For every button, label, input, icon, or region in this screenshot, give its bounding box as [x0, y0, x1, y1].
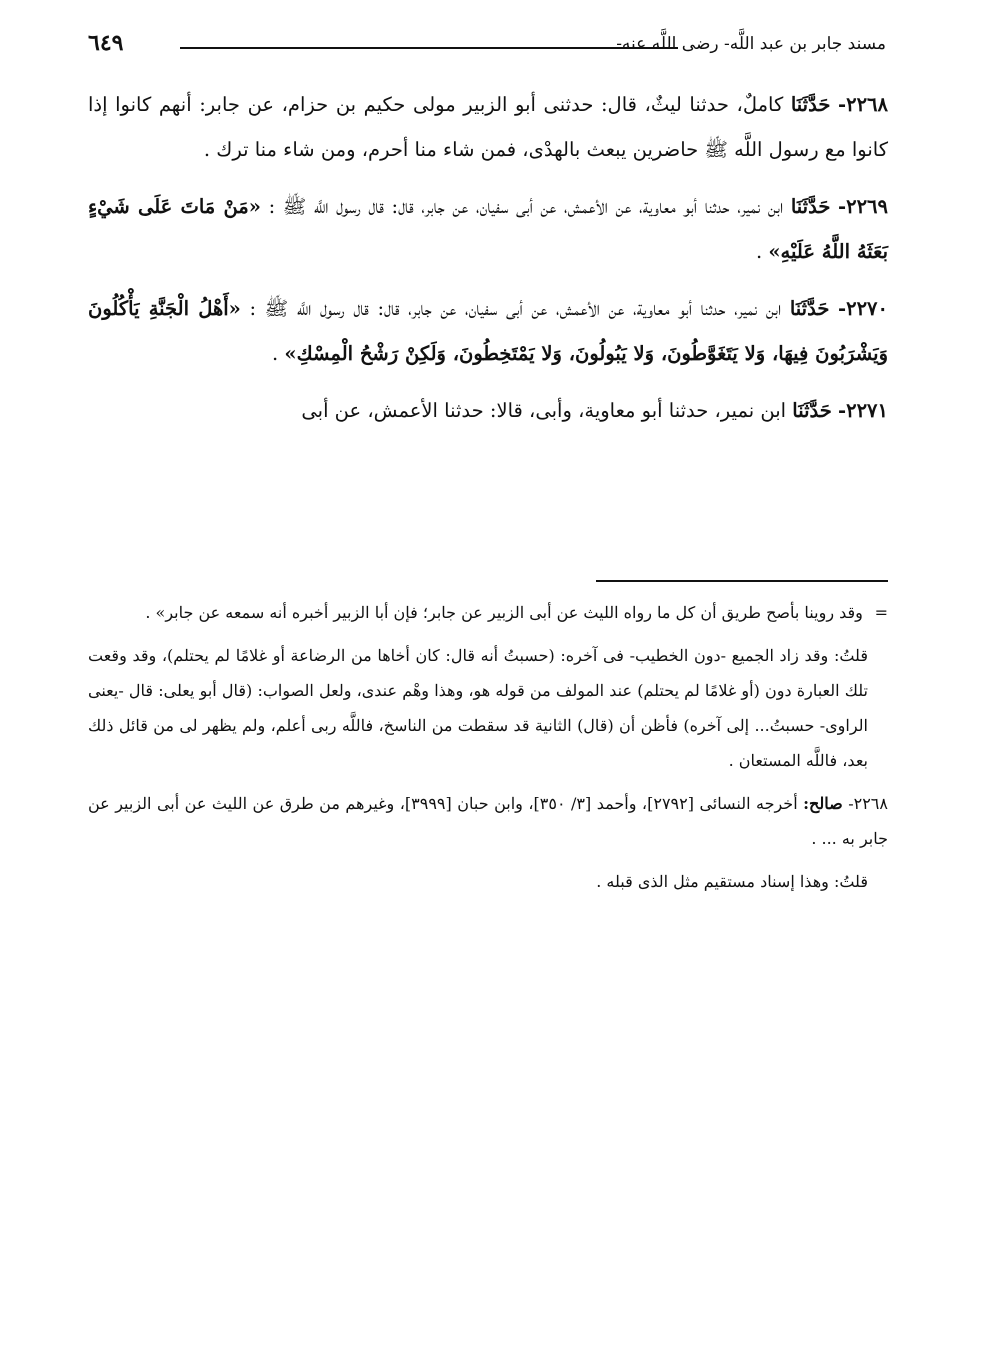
running-title: مسند جابر بن عبد اللَّه- رضى اللَّه عنه-: [616, 34, 886, 54]
qultu-label: قلتُ:: [833, 646, 868, 665]
hadith-end: .: [755, 240, 763, 263]
qultu-label: قلتُ:: [833, 872, 868, 891]
takhrij-number: ٢٢٦٨-: [848, 794, 888, 813]
hadith-keyword: حَدَّثَنَا: [789, 297, 830, 320]
hadith-body: كاملٌ، حدثنا ليثٌ، قال: حدثنى أبو الزبير مولى حكيم بن حزام، عن جابر: أنهم كانوا إذا كانوا مع رسول اللَّه ﷺ حاضرين يبعث بالهدْى، فمن شاء منا أحرم، ومن شاء منا ترك .: [88, 93, 888, 161]
footnote-text: أخرجه النسائى [٢٧٩٢]، وأحمد [٣/ ٣٥٠]، وابن حبان [٣٩٩٩]، وغيرهم من طرق عن الليث عن أبى الزبير عن جابر به ... .: [88, 794, 888, 848]
hadith-quote: «أَهْلُ الْجَنَّةِ يَأْكُلُونَ وَيَشْرَبُونَ فِيهَا، وَلا يَتَغَوَّطُونَ، وَلا يَبُولُونَ، وَلا يَمْتَخِطُونَ، وَلَكِنْ رَشْحُ الْمِسْكِ»: [88, 297, 888, 365]
hadith-body: ابن نمير، حدثنا أبو معاوية، عن الأعمش، عن أبى سفيان، عن جابر، قال: قال رسول اللَّه ﷺ :: [268, 195, 784, 218]
hadith-keyword: حَدَّثَنَا: [790, 93, 831, 116]
hadith-end: .: [272, 342, 279, 365]
hadith-number: ٢٢٦٨-: [838, 93, 888, 116]
hadith-2270: [88, 286, 888, 376]
footnote-comment-2: [88, 864, 888, 899]
hadith-number: ٢٢٧١-: [838, 399, 888, 422]
footnotes: [88, 595, 888, 907]
page-header: [88, 30, 886, 66]
hadith-2268: [88, 82, 888, 172]
page-number: ٦٤٩: [88, 30, 124, 56]
footnote-takhrij: [88, 786, 888, 856]
footnote-text: وهذا إسناد مستقيم مثل الذى قبله .: [596, 872, 829, 891]
hadith-body: ابن نمير، حدثنا أبو معاوية، وأبى، قالا: حدثنا الأعمش، عن أبى: [301, 399, 787, 422]
hadith-body: ابن نمير، حدثنا أبو معاوية، عن الأعمش، عن أبى سفيان، عن جابر، قال: قال رسول اللَّه ﷺ :: [249, 297, 782, 320]
header-rule: [180, 47, 678, 49]
footnote-text: وقد زاد الجميع -دون الخطيب- فى آخره: (حسبتُ أنه قال: كان أخاها من الرضاعة أو غلامًا لم يحتلم)، وقد وقعت تلك العبارة دون (أو غلامًا لم يحتلم) عند المولف من قوله هو، وهذا وهْم عندى، ولعل الصواب: (قال أبو يعلى: قال -يعنى الراوى- حسبتُ... إلى آخره) فأظن أن (قال) الثانية قد سقطت من الناسخ، فاللَّه ربى أعلم، ولم يظهر لى من قائل ذلك بعد، فاللَّه المستعان .: [88, 646, 868, 770]
hadith-quote: «مَنْ مَاتَ عَلَى شَيْءٍ بَعَثَهُ اللَّهُ عَلَيْهِ»: [88, 195, 888, 263]
hadith-keyword: حَدَّثَنَا: [792, 399, 832, 422]
takhrij-grade: صالح:: [803, 794, 843, 813]
footnote-text: وقد روينا بأصح طريق أن كل ما رواه الليث عن أبى الزبير عن جابر؛ فإن أبا الزبير أخبره أنه سمعه عن جابر» .: [145, 603, 863, 622]
continuation-marker: =: [874, 603, 888, 622]
footnote-comment: [88, 638, 888, 778]
hadith-2271: [88, 388, 888, 433]
footnote-continued: [88, 595, 888, 630]
hadith-number: ٢٢٧٠-: [838, 297, 888, 320]
hadith-text: [88, 82, 888, 445]
hadith-number: ٢٢٦٩-: [838, 195, 889, 218]
hadith-keyword: حَدَّثَنَا: [790, 195, 831, 218]
hadith-2269: [88, 184, 888, 274]
